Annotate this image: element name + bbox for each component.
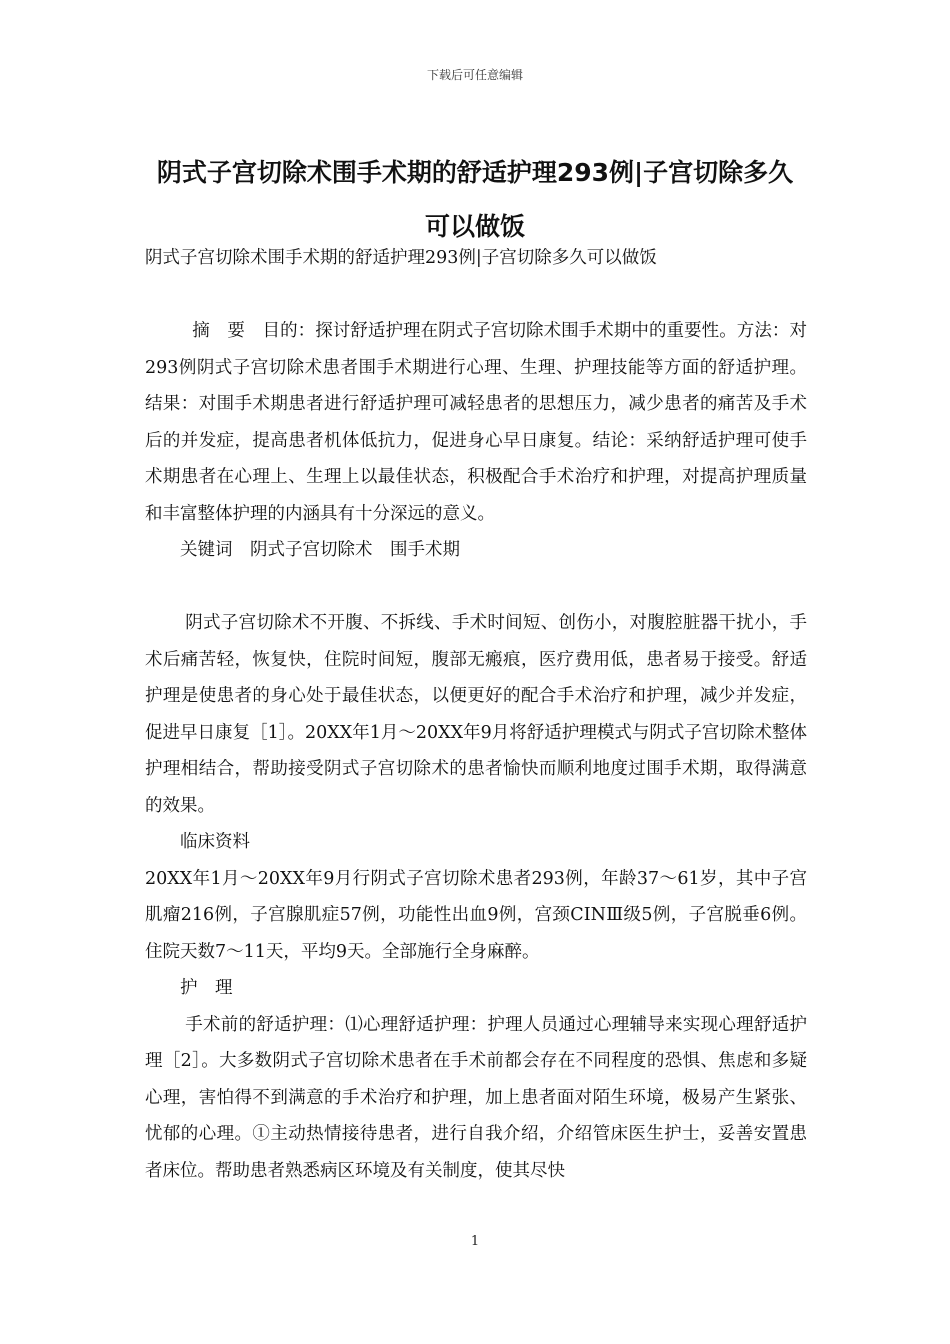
title-line-2: 可以做饭 [424, 212, 525, 241]
keywords-line: 关键词 阴式子宫切除术 围手术期 [180, 540, 460, 560]
clinical-heading: 临床资料 [180, 832, 250, 852]
page-number: 1 [470, 1234, 480, 1249]
nursing-heading: 护 理 [180, 978, 233, 998]
spacer [145, 569, 807, 606]
spacer [145, 277, 807, 314]
abstract-paragraph: 摘 要 目的：探讨舒适护理在阴式子宫切除术围手术期中的重要性。方法：对293例阴式子宫切除术患者围手术期进行心理、生理、护理技能等方面的舒适护理。结果：对围手术期患者进行舒适护理可减轻患者的思想压力，减少患者的痛苦及手术后的并发症，提高患者机体低抗力，促进身心早日康复。结论：采纳舒适护理可使手术期患者在心理上、生理上以最佳状态，积极配合手术治疗和护理，对提高护理质量和丰富整体护理的内涵具有十分深远的意义。 [145, 321, 807, 524]
clinical-paragraph: 20XX年1月～20XX年9月行阴式子宫切除术患者293例，年龄37～61岁，其中子宫肌瘤216例，子宫腺肌症57例，功能性出血9例，宫颈CINⅢ级5例，子宫脱垂6例。住院天数7～11天，平均9天。全部施行全身麻醉。 [145, 868, 807, 962]
document-body [145, 240, 807, 1189]
document-title [145, 146, 805, 254]
intro-paragraph: 阴式子宫切除术不开腹、不拆线、手术时间短、创伤小，对腹腔脏器干扰小，手术后痛苦轻，恢复快，住院时间短，腹部无瘢痕，医疗费用低，患者易于接受。舒适护理是使患者的身心处于最佳状态，以便更好的配合手术治疗和护理，减少并发症，促进早日康复［1］。20XX年1月～20XX年9月将舒适护理模式与阴式子宫切除术整体护理相结合，帮助接受阴式子宫切除术的患者愉快而顺利地度过围手术期，取得满意的效果。 [145, 613, 807, 816]
subtitle: 阴式子宫切除术围手术期的舒适护理293例|子宫切除多久可以做饭 [145, 248, 657, 268]
page-header: 下载后可任意编辑 [426, 68, 523, 82]
nursing-paragraph: 手术前的舒适护理：⑴心理舒适护理：护理人员通过心理辅导来实现心理舒适护理［2］。大多数阴式子宫切除术患者在手术前都会存在不同程度的恐惧、焦虑和多疑心理，害怕得不到满意的手术治疗和护理，加上患者面对陌生环境，极易产生紧张、忧郁的心理。①主动热情接待患者，进行自我介绍，介绍管床医生护士，妥善安置患者床位。帮助患者熟悉病区环境及有关制度，使其尽快 [145, 1014, 807, 1181]
title-line-1: 阴式子宫切除术围手术期的舒适护理293例|子宫切除多久 [156, 158, 794, 187]
